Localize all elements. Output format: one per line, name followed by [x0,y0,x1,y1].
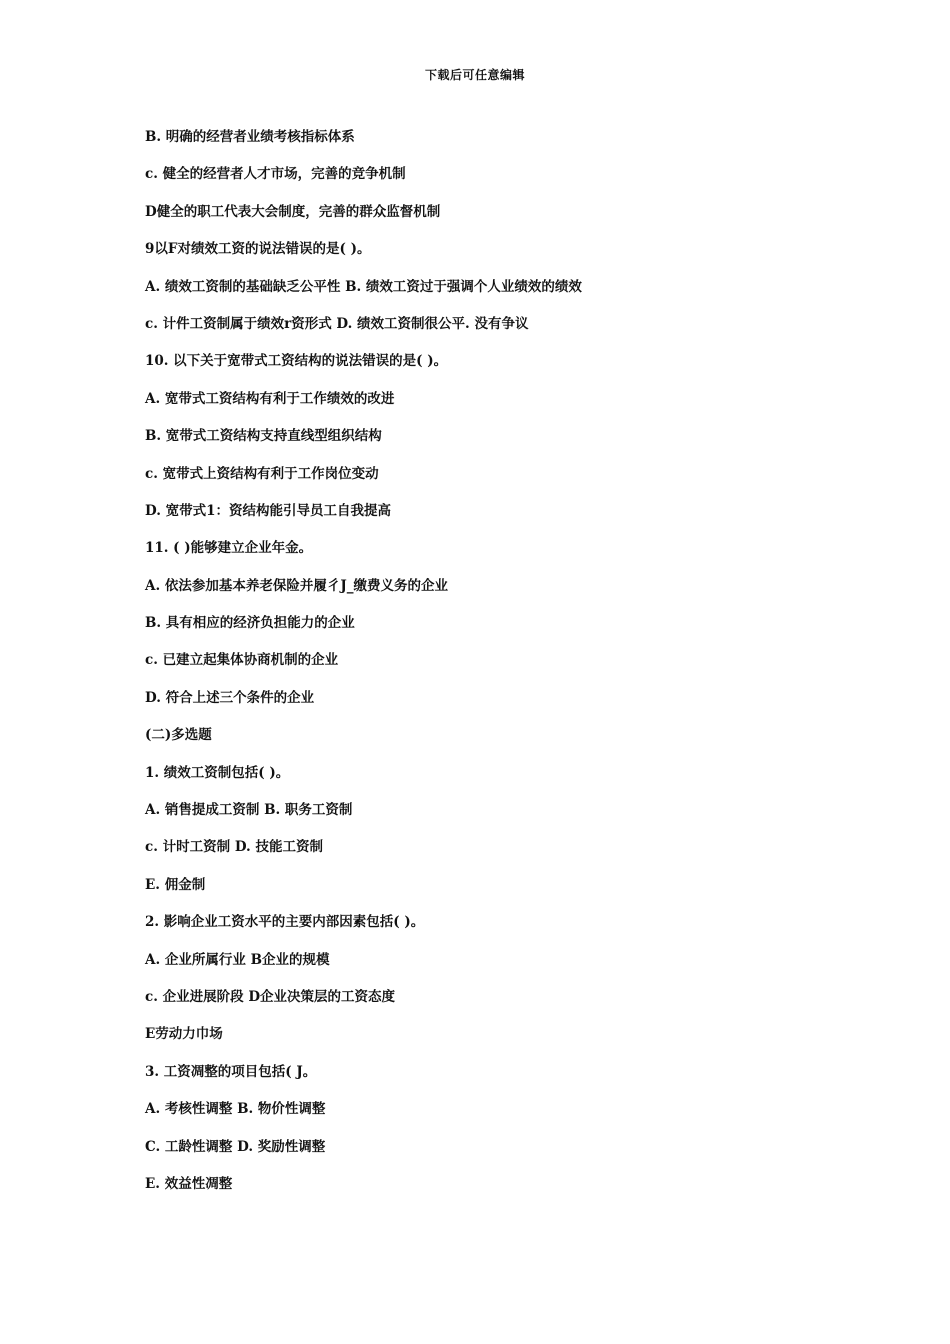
text-line: E劳动力巾场 [145,1026,223,1043]
text-line: A. 企业所属行业 B企业的规模 [145,951,330,968]
text-line: c. 宽带式上资结构有利于工作岗位变动 [145,465,379,482]
text-line: B. 具有相应的经济负担能力的企业 [145,615,355,632]
text-line: D. 宽带式1：资结构能引导员工自我提高 [145,502,392,519]
text-line: E. 佣金制 [145,876,206,893]
text-line: A. 销售提成工资制 B. 职务工资制 [145,802,353,819]
text-line: D健全的职工代表大会制度，完善的群众监督机制 [145,203,441,220]
text-line: c. 健全的经营者人才市场，完善的竞争机制 [145,166,406,183]
text-line: E. 效益性凋整 [145,1175,233,1192]
question-11: 11. ( )能够建立企业年金。 [145,540,313,557]
text-line: A. 考核性调整 B. 物价性调整 [145,1101,326,1118]
page-header: 下载后可任意编辑 [424,68,525,82]
text-line: c. 计时工资制 D. 技能工资制 [145,839,323,856]
text-line: A. 绩效工资制的基础缺乏公平性 B. 绩效工资过于强调个人业绩效的绩效 [145,278,582,295]
text-line: A. 宽带式工资结构有利于工作绩效的改进 [145,390,395,407]
section-heading: (二)多选题 [145,727,212,744]
question-2: 2. 影响企业工资水平的主要内部因素包括( )。 [145,914,425,931]
text-line: D. 符合上述三个条件的企业 [145,689,315,706]
text-line: c. 计件工资制属于绩效r资形式 D. 绩效工资制很公平. 没有争议 [145,315,529,332]
question-9: 9以F对绩效工资的说法错误的是( )。 [145,241,371,258]
text-line: A. 依法参加基本养老保险并履彳J_缴费义务的企业 [145,577,449,594]
text-line: B. 明确的经营者业绩考核指标体系 [145,129,355,145]
text-line: B. 宽带式工资结构支持直线型组织结构 [145,428,382,445]
question-3: 3. 工资凋整的项目包括( J。 [145,1063,317,1080]
question-10: 10. 以下关于宽带式工资结构的说法错误的是( )。 [145,353,448,370]
text-line: c. 企业进展阶段 D企业决策层的工资态度 [145,988,396,1005]
text-line: C. 工龄性调整 D. 奖励性调整 [145,1138,326,1155]
document-body [145,125,845,1209]
question-1: 1. 绩效工资制包括( )。 [145,764,290,781]
text-line: c. 已建立起集体协商机制的企业 [145,652,339,669]
